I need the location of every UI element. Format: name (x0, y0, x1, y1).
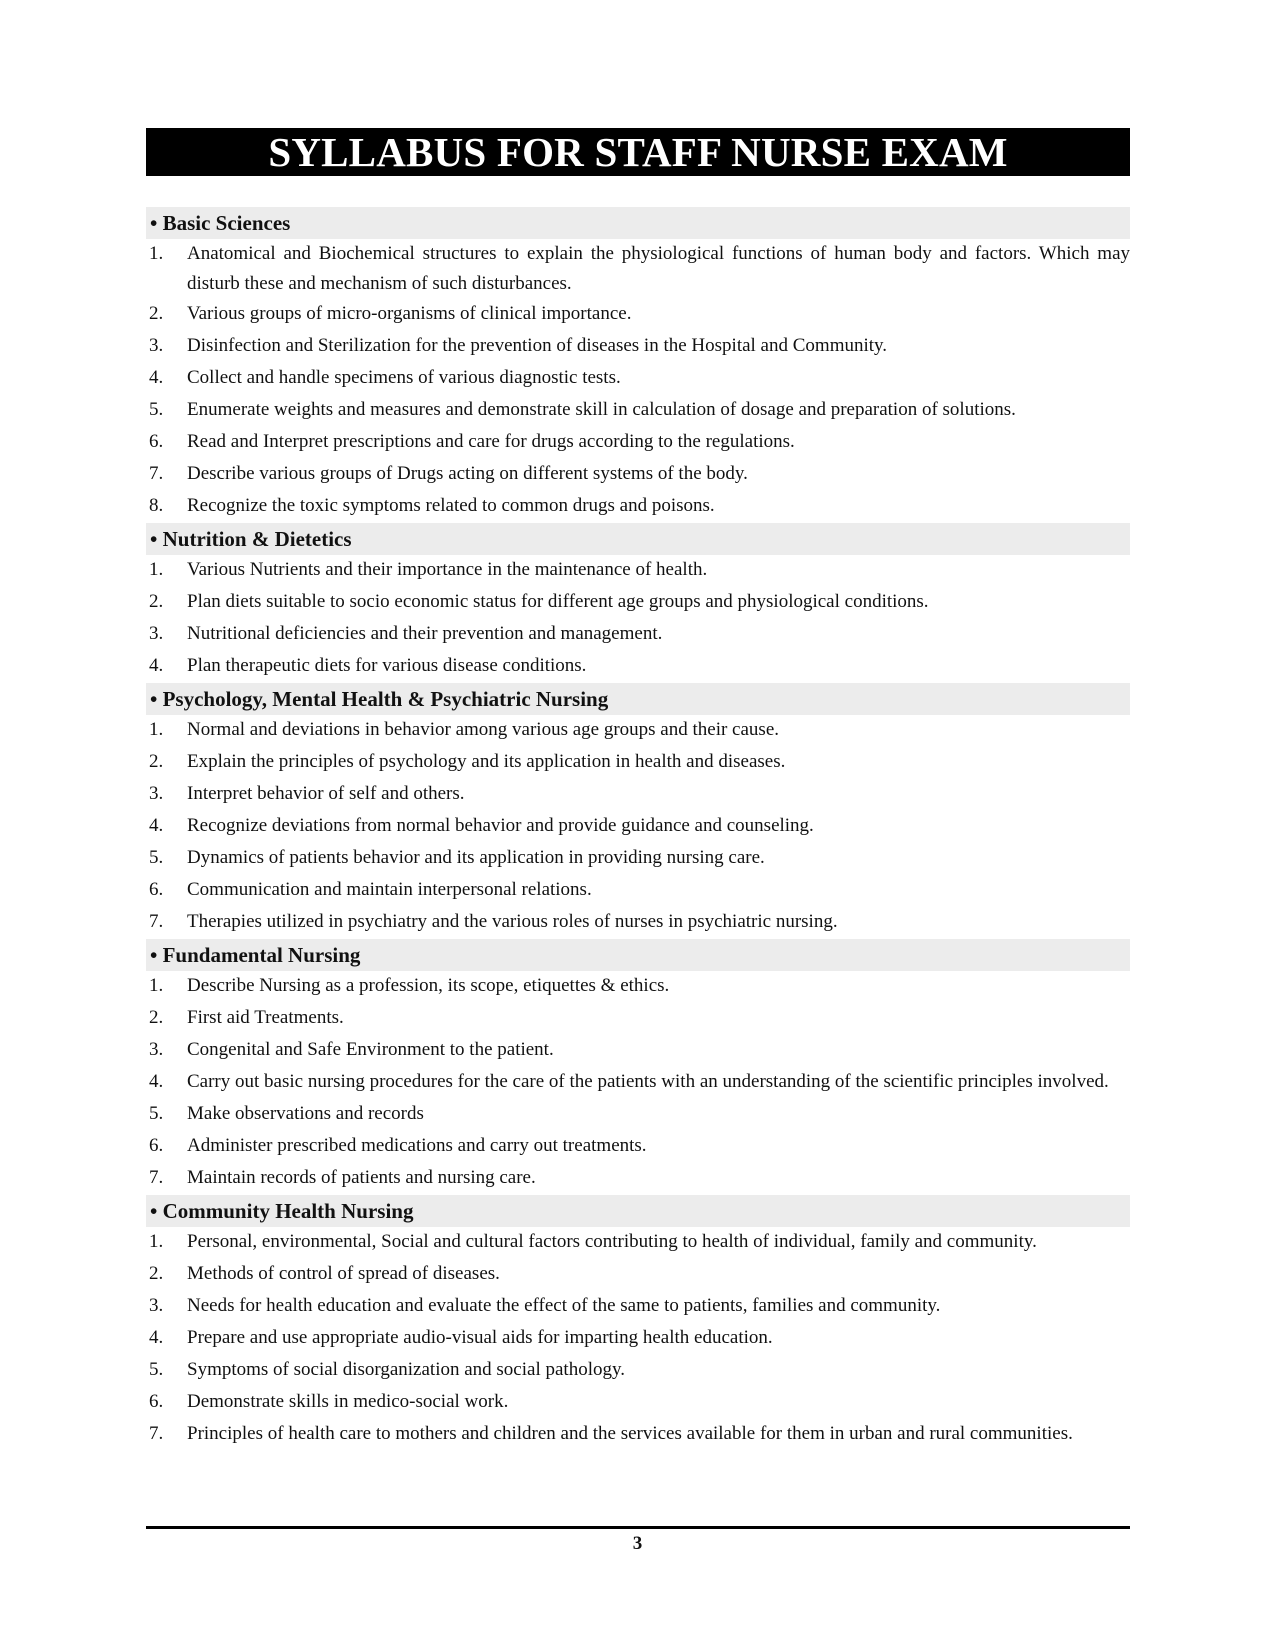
list-item (146, 331, 1130, 363)
syllabus-content (146, 207, 1130, 1451)
list-item (146, 779, 1130, 811)
item-number: 2. (149, 1263, 164, 1284)
list-item (146, 1419, 1130, 1451)
item-number: 5. (149, 847, 164, 868)
item-text: First aid Treatments. (187, 1007, 344, 1028)
item-number: 2. (149, 1007, 164, 1028)
item-text: Dynamics of patients behavior and its application in providing nursing care. (187, 847, 765, 868)
section-nutrition-dietetics (146, 523, 1130, 683)
list-item (146, 395, 1130, 427)
item-number: 2. (149, 303, 164, 324)
item-number: 1. (149, 559, 164, 580)
item-number: 4. (149, 367, 164, 388)
item-number: 1. (149, 975, 164, 996)
list-item (146, 1131, 1130, 1163)
section-community-health-nursing (146, 1195, 1130, 1451)
item-number: 6. (149, 1135, 164, 1156)
list-item (146, 907, 1130, 939)
item-number: 2. (149, 591, 164, 612)
list-item (146, 491, 1130, 523)
item-text: Communication and maintain interpersonal relations. (187, 879, 592, 900)
list-item (146, 363, 1130, 395)
section-heading: • Community Health Nursing (146, 1195, 1130, 1227)
item-number: 7. (149, 1423, 164, 1444)
section-basic-sciences (146, 207, 1130, 523)
list-item (146, 1003, 1130, 1035)
list-item (146, 1387, 1130, 1419)
section-heading: • Nutrition & Dietetics (146, 523, 1130, 555)
list-item (146, 715, 1130, 747)
item-number: 4. (149, 815, 164, 836)
item-text: Explain the principles of psychology and its application in health and diseases. (187, 751, 786, 772)
list-item (146, 587, 1130, 619)
list-item (146, 843, 1130, 875)
list-item (146, 555, 1130, 587)
item-number: 4. (149, 1071, 164, 1092)
list-item (146, 1355, 1130, 1387)
list-item (146, 1227, 1130, 1259)
item-number: 3. (149, 783, 164, 804)
item-text: Various groups of micro-organisms of clinical importance. (187, 303, 632, 324)
item-number: 6. (149, 1391, 164, 1412)
item-number: 8. (149, 495, 164, 516)
item-text: Enumerate weights and measures and demonstrate skill in calculation of dosage and preparation of solutions. (187, 399, 1016, 420)
item-number: 3. (149, 1039, 164, 1060)
list-item (146, 651, 1130, 683)
item-number: 6. (149, 879, 164, 900)
list-item (146, 875, 1130, 907)
item-text: Principles of health care to mothers and children and the services available for them in urban and rural communities. (187, 1423, 1073, 1444)
item-text: Anatomical and Biochemical structures to explain the physiological functions of human body and factors. Which may disturb these and mechanism of such disturbances. (187, 243, 1130, 294)
item-text: Carry out basic nursing procedures for the care of the patients with an understanding of the scientific principles involved. (187, 1071, 1109, 1092)
item-text: Administer prescribed medications and carry out treatments. (187, 1135, 647, 1156)
item-text: Various Nutrients and their importance in the maintenance of health. (187, 559, 708, 580)
list-item (146, 459, 1130, 491)
item-number: 4. (149, 1327, 164, 1348)
item-text: Demonstrate skills in medico-social work. (187, 1391, 509, 1412)
list-item (146, 1291, 1130, 1323)
item-number: 5. (149, 399, 164, 420)
item-number: 6. (149, 431, 164, 452)
item-text: Interpret behavior of self and others. (187, 783, 465, 804)
item-text: Recognize the toxic symptoms related to common drugs and poisons. (187, 495, 715, 516)
list-item (146, 1035, 1130, 1067)
list-item (146, 1259, 1130, 1291)
list-item (146, 1163, 1130, 1195)
item-text: Collect and handle specimens of various diagnostic tests. (187, 367, 621, 388)
item-text: Personal, environmental, Social and cultural factors contributing to health of individual, family and community. (187, 1231, 1037, 1252)
item-text: Maintain records of patients and nursing care. (187, 1167, 536, 1188)
list-item (146, 239, 1130, 299)
item-number: 3. (149, 335, 164, 356)
item-text: Plan diets suitable to socio economic status for different age groups and physiological conditions. (187, 591, 929, 612)
list-item (146, 971, 1130, 1003)
item-number: 7. (149, 1167, 164, 1188)
item-text: Normal and deviations in behavior among various age groups and their cause. (187, 719, 779, 740)
item-text: Needs for health education and evaluate the effect of the same to patients, families and community. (187, 1295, 941, 1316)
item-number: 1. (149, 243, 164, 264)
item-number: 2. (149, 751, 164, 772)
item-number: 7. (149, 911, 164, 932)
item-number: 3. (149, 623, 164, 644)
item-text: Recognize deviations from normal behavior and provide guidance and counseling. (187, 815, 814, 836)
item-number: 5. (149, 1103, 164, 1124)
item-text: Read and Interpret prescriptions and care for drugs according to the regulations. (187, 431, 795, 452)
item-text: Plan therapeutic diets for various disease conditions. (187, 655, 587, 676)
item-text: Methods of control of spread of diseases. (187, 1263, 500, 1284)
item-text: Therapies utilized in psychiatry and the various roles of nurses in psychiatric nursing. (187, 911, 838, 932)
list-item (146, 299, 1130, 331)
list-item (146, 1323, 1130, 1355)
item-number: 5. (149, 1359, 164, 1380)
item-text: Prepare and use appropriate audio-visual aids for imparting health education. (187, 1327, 773, 1348)
item-text: Describe various groups of Drugs acting on different systems of the body. (187, 463, 748, 484)
footer-divider (146, 1526, 1130, 1529)
item-number: 7. (149, 463, 164, 484)
list-item (146, 1099, 1130, 1131)
item-text: Congenital and Safe Environment to the patient. (187, 1039, 554, 1060)
section-heading: • Basic Sciences (146, 207, 1130, 239)
list-item (146, 747, 1130, 779)
list-item (146, 811, 1130, 843)
item-text: Nutritional deficiencies and their prevention and management. (187, 623, 663, 644)
item-text: Symptoms of social disorganization and social pathology. (187, 1359, 625, 1380)
item-number: 1. (149, 1231, 164, 1252)
list-item (146, 1067, 1130, 1099)
section-psychology-mental-health (146, 683, 1130, 939)
item-text: Disinfection and Sterilization for the prevention of diseases in the Hospital and Community. (187, 335, 888, 356)
item-text: Describe Nursing as a profession, its scope, etiquettes & ethics. (187, 975, 670, 996)
page-title: SYLLABUS FOR STAFF NURSE EXAM (146, 128, 1130, 176)
item-number: 4. (149, 655, 164, 676)
page-number: 3 (632, 1533, 643, 1554)
item-text: Make observations and records (187, 1103, 424, 1124)
list-item (146, 619, 1130, 651)
item-number: 3. (149, 1295, 164, 1316)
section-fundamental-nursing (146, 939, 1130, 1195)
item-number: 1. (149, 719, 164, 740)
list-item (146, 427, 1130, 459)
section-heading: • Psychology, Mental Health & Psychiatric Nursing (146, 683, 1130, 715)
section-heading: • Fundamental Nursing (146, 939, 1130, 971)
